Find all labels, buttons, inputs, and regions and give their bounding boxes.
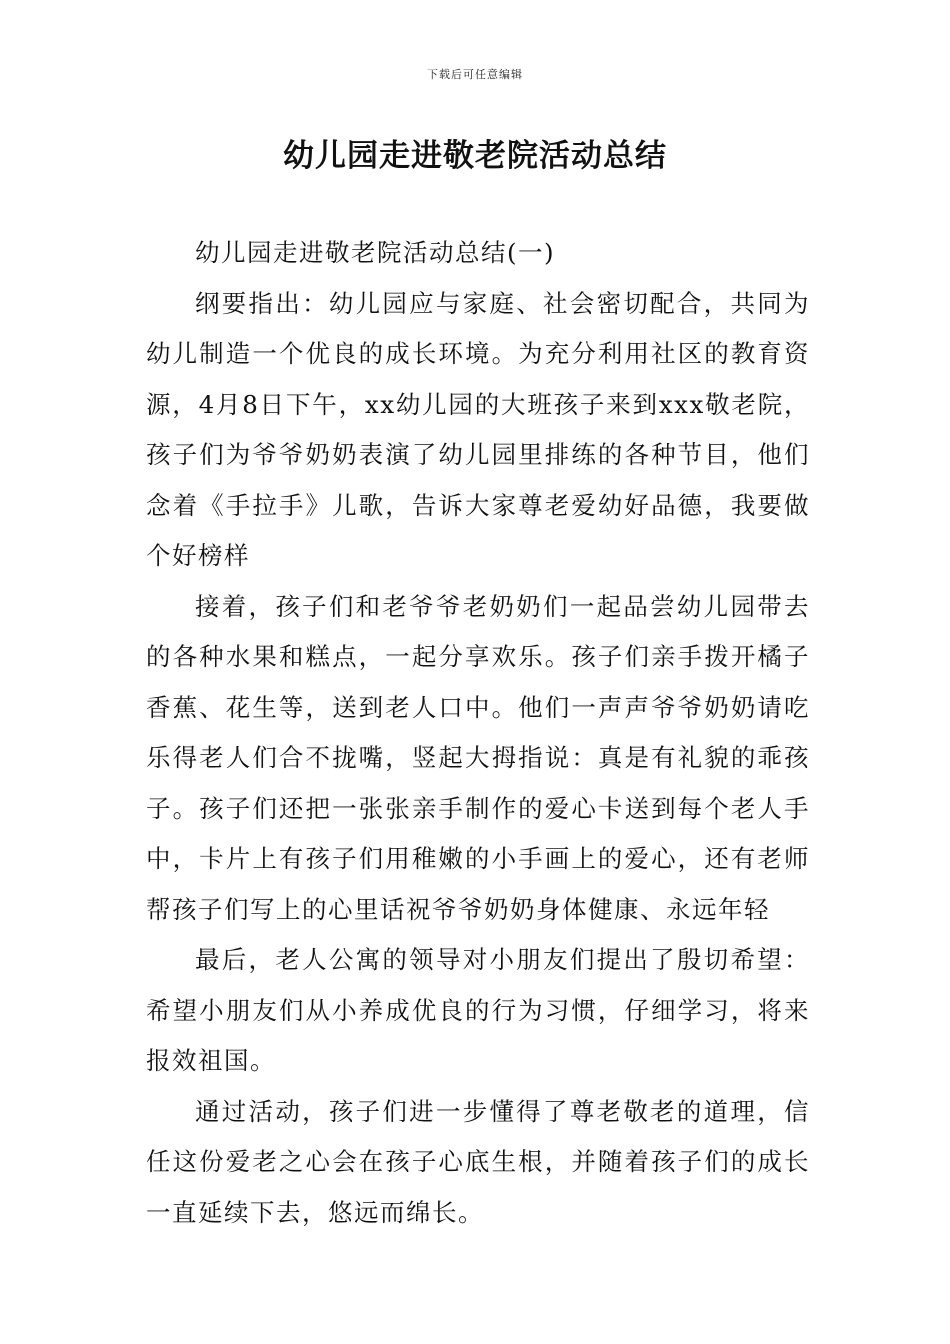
header-note: 下载后可任意编辑 xyxy=(427,68,523,81)
paragraph-3: 最后，老人公寓的领导对小朋友们提出了殷切希望：希望小朋友们从小养成优良的行为习惯，仔细学习，将来报效祖国。 xyxy=(146,945,810,1075)
paragraph-4: 通过活动，孩子们进一步懂得了尊老敬老的道理，信任这份爱老之心会在孩子心底生根，并随着孩子们的成长一直延续下去，悠远而绵长。 xyxy=(146,1096,810,1227)
document-title: 幼儿园走进敬老院活动总结 xyxy=(283,138,667,174)
paragraph-2: 接着，孩子们和老爷爷老奶奶们一起品尝幼儿园带去的各种水果和糕点，一起分享欢乐。孩子们亲手拨开橘子香蕉、花生等，送到老人口中。他们一声声爷爷奶奶请吃乐得老人们合不拢嘴，竖起大拇指说：真是有礼貌的乖孩子。孩子们还把一张张亲手制作的爱心卡送到每个老人手中，卡片上有孩子们用稚嫩的小手画上的爱心，还有老师帮孩子们写上的心里话祝爷爷奶奶身体健康、永远年轻 xyxy=(146,591,810,924)
document-body xyxy=(146,228,810,1238)
paragraph-1: 纲要指出：幼儿园应与家庭、社会密切配合，共同为幼儿制造一个优良的成长环境。为充分利用社区的教育资源，4月8日下午，xx幼儿园的大班孩子来到xxx敬老院，孩子们为爷爷奶奶表演了幼儿园里排练的各种节目，他们念着《手拉手》儿歌，告诉大家尊老爱幼好品德，我要做个好榜样 xyxy=(146,288,810,570)
section-subtitle: 幼儿园走进敬老院活动总结(一) xyxy=(195,238,556,267)
